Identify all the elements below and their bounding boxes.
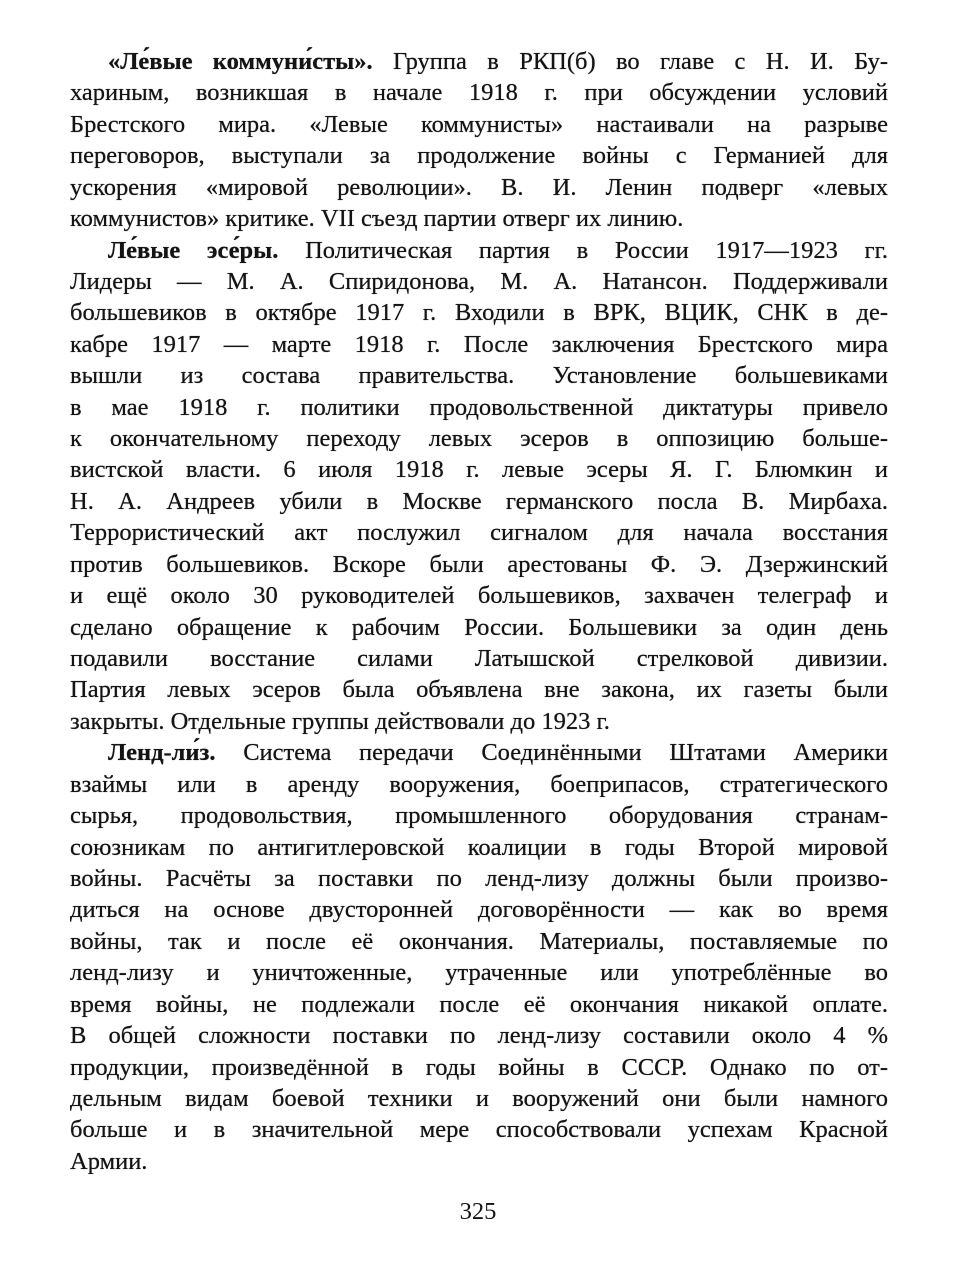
text-line (70, 800, 888, 831)
text-line (70, 297, 888, 328)
line-text: и ещё около 30 руководителей большевиков, захвачен телеграф и (70, 582, 888, 610)
text-line (70, 329, 888, 360)
line-text: Политическая партия в России 1917—1923 гг. (278, 236, 888, 264)
line-text: большевиков в октябре 1917 г. Входили в ВРК, ВЦИК, СНК в де- (70, 299, 888, 327)
text-line (70, 203, 888, 234)
text-line (70, 423, 888, 454)
line-text: время войны, не подлежали после её окончания никакой оплате. (70, 990, 888, 1018)
text-line (70, 612, 888, 643)
text-line (70, 360, 888, 391)
text-line (70, 769, 888, 800)
text-line (70, 517, 888, 548)
text-line (70, 109, 888, 140)
text-line (70, 580, 888, 611)
line-text: переговоров, выступали за продолжение войны с Германией для (70, 142, 888, 170)
glossary-term: Ленд-ли́з. (108, 739, 216, 767)
text-line (70, 172, 888, 203)
line-text: хариным, возникшая в начале 1918 г. при обсуждении условий (70, 79, 888, 107)
line-text: ленд-лизу и уничтоженные, утраченные или употреблённые во (70, 959, 888, 987)
line-text: в мае 1918 г. политики продовольственной диктатуры привело (70, 393, 888, 421)
glossary-term: Ле́вые эсе́ры. (108, 236, 279, 264)
line-text: Террористический акт послужил сигналом для начала восстания (70, 519, 888, 547)
line-text: Партия левых эсеров была объявлена вне закона, их газеты были (70, 676, 888, 704)
text-line (70, 1020, 888, 1051)
line-text: Армии. (70, 1147, 148, 1175)
text-line (70, 832, 888, 863)
line-text: В общей сложности поставки по ленд-лизу составили около 4 % (70, 1022, 888, 1050)
text-line (70, 77, 888, 108)
paragraph (70, 235, 888, 738)
text-line (70, 1146, 888, 1177)
text-line (70, 454, 888, 485)
text-line (70, 140, 888, 171)
text-line (70, 46, 888, 77)
line-text: сделано обращение к рабочим России. Большевики за один день (70, 613, 888, 641)
text-line (70, 1114, 888, 1145)
text-line (70, 863, 888, 894)
text-line (70, 706, 888, 737)
line-text: дельным видам боевой техники и вооружений они были намного (70, 1084, 888, 1112)
line-text: вышли из состава правительства. Установление большевиками (70, 362, 888, 390)
line-text: Брестского мира. «Левые коммунисты» настаивали на разрыве (70, 110, 888, 138)
text-line (70, 1083, 888, 1114)
line-text: закрыты. Отдельные группы действовали до 1923 г. (70, 707, 610, 735)
text-line (70, 989, 888, 1020)
line-text: больше и в значительной мере способствовали успехам Красной (70, 1116, 888, 1144)
paragraph (70, 737, 888, 1177)
text-line (70, 486, 888, 517)
text-line (70, 643, 888, 674)
paragraph (70, 46, 888, 235)
line-text: диться на основе двусторонней договорённости — как во время (70, 896, 888, 924)
text-line (70, 926, 888, 957)
line-text: вистской власти. 6 июля 1918 г. левые эсеры Я. Г. Блюмкин и (70, 456, 888, 484)
page-number: 325 (459, 1198, 497, 1225)
line-text: взаймы или в аренду вооружения, боеприпасов, стратегического (70, 770, 888, 798)
glossary-term: «Ле́вые коммуни́сты». (108, 48, 373, 75)
line-text: войны. Расчёты за поставки по ленд-лизу должны были произво- (70, 864, 888, 892)
line-text: союзникам по антигитлеровской коалиции в годы Второй мировой (70, 833, 888, 861)
text-line (70, 235, 888, 266)
line-text: к окончательному переходу левых эсеров в оппозицию больше- (70, 425, 888, 453)
line-text: Н. А. Андреев убили в Москве германского посла В. Мирбаха. (70, 487, 888, 515)
line-text: ускорения «мировой революции». В. И. Ленин подверг «левых (70, 173, 888, 201)
line-text: подавили восстание силами Латышской стрелковой дивизии. (70, 645, 888, 673)
line-text: Система передачи Соединёнными Штатами Америки (215, 739, 888, 767)
text-line (70, 894, 888, 925)
text-line (70, 266, 888, 297)
text-line (70, 674, 888, 705)
line-text: против большевиков. Вскоре были арестованы Ф. Э. Дзержинский (70, 550, 888, 578)
document-body (70, 46, 888, 1177)
text-line (70, 957, 888, 988)
text-line (70, 392, 888, 423)
text-line (70, 549, 888, 580)
line-text: Лидеры — М. А. Спиридонова, М. А. Натансон. Поддерживали (70, 267, 888, 295)
line-text: кабре 1917 — марте 1918 г. После заключения Брестского мира (70, 330, 888, 358)
line-text: Группа в РКП(б) во главе с Н. И. Бу- (372, 48, 888, 75)
line-text: продукции, произведённой в годы войны в СССР. Однако по от- (70, 1053, 888, 1081)
text-line (70, 737, 888, 768)
line-text: войны, так и после её окончания. Материалы, поставляемые по (70, 927, 888, 955)
line-text: сырья, продовольствия, промышленного оборудования странам- (70, 802, 888, 830)
text-line (70, 1052, 888, 1083)
line-text: коммунистов» критике. VII съезд партии отверг их линию. (70, 205, 684, 233)
